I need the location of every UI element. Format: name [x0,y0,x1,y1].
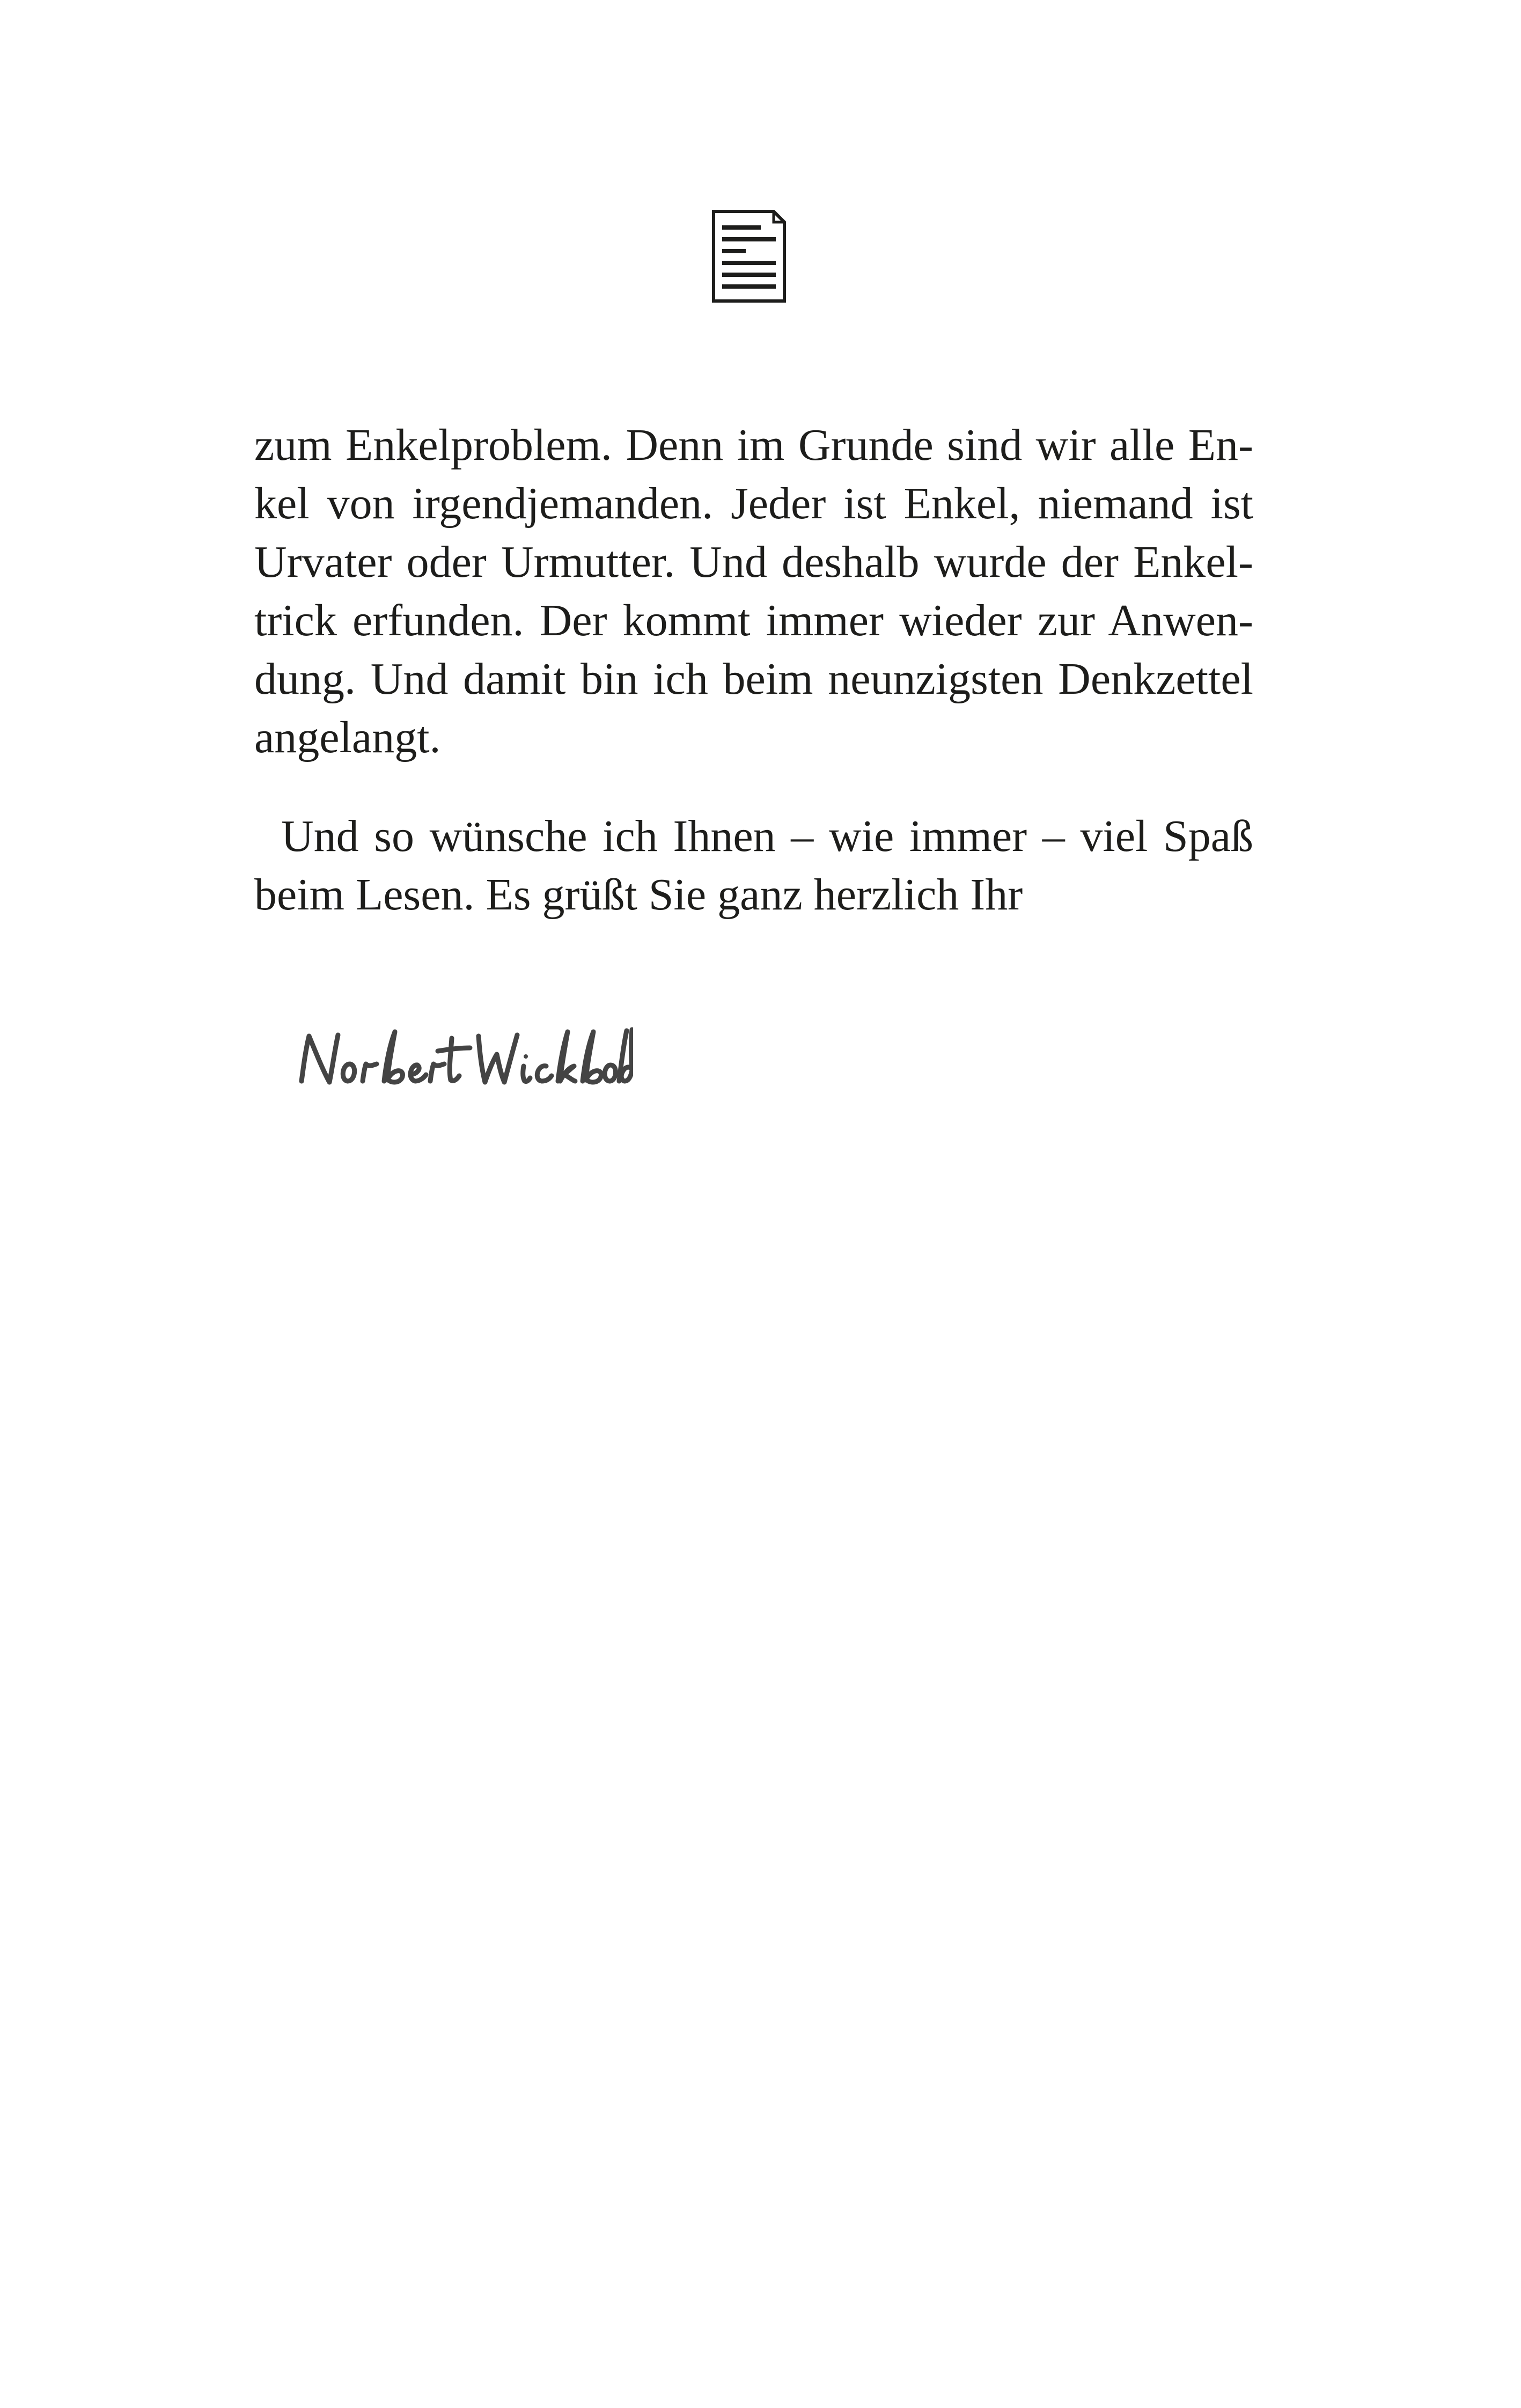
handwritten-signature [290,1017,633,1097]
paragraph-1 [254,416,1253,767]
text-line: angelangt. [254,713,441,762]
text-line: kel von irgendjemanden. Jeder ist Enkel, niemand ist [254,479,1253,528]
text-line: dung. Und damit bin ich beim neunzigsten Denkzettel [254,654,1253,704]
body-text [254,416,1253,924]
document-icon [711,209,787,303]
text-line: Und so wünsche ich Ihnen – wie immer – viel Spaß [281,811,1253,861]
text-line: beim Lesen. Es grüßt Sie ganz herzlich Ihr [254,870,1023,920]
text-line: zum Enkelproblem. Denn im Grunde sind wir alle En- [254,420,1253,470]
text-line: trick erfunden. Der kommt immer wieder zur Anwen- [254,596,1253,645]
text-line: Urvater oder Urmutter. Und deshalb wurde der Enkel- [254,537,1253,587]
paragraph-2 [254,807,1253,924]
